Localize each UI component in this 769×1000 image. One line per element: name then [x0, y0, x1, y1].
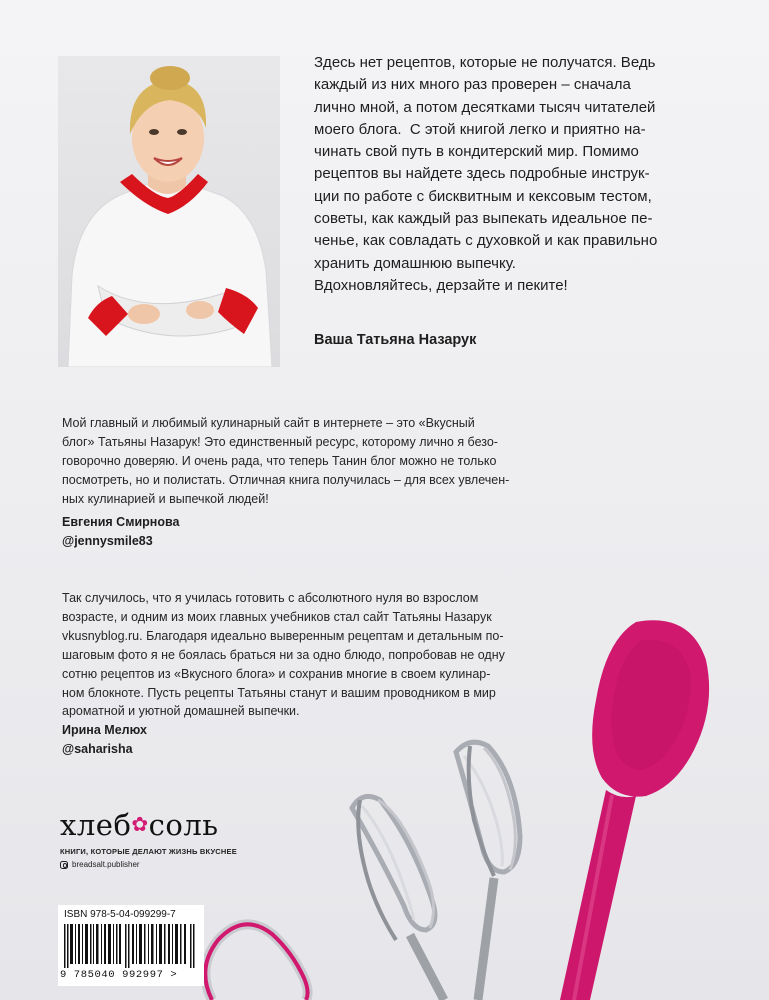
- intro-line: рецептов вы найдете здесь подробные инструк-: [314, 165, 650, 183]
- intro-line: лично мной, а потом десятками тысяч читателей: [314, 98, 656, 116]
- review-line: Так случилось, что я училась готовить с абсолютного нуля во взрослом: [62, 591, 479, 605]
- review-line: блог» Татьяны Назарук! Это единственный ресурс, которому лично я безо-: [62, 434, 498, 449]
- whisk-right-icon: [456, 742, 520, 1000]
- pink-spatula-icon: [560, 620, 709, 1000]
- intro-line: хранить домашнюю выпечку.: [314, 254, 516, 272]
- publisher-instagram: [60, 860, 140, 869]
- review-line: ном блокноте. Пусть рецепты Татьяны станут и вашим проводником в мир: [62, 685, 496, 700]
- barcode-bars: [64, 924, 196, 968]
- isbn-label: ISBN 978-5-04-099299-7: [64, 909, 176, 920]
- reviewer-name: Ирина Мелюх: [62, 723, 147, 737]
- logo-text-right: соль: [148, 808, 219, 842]
- instagram-icon: [60, 861, 68, 869]
- flower-icon: ✿: [131, 812, 149, 836]
- intro-line: Вдохновляйтесь, дерзайте и пеките!: [314, 276, 568, 294]
- intro-line: каждый из них много раз проверен – сначала: [314, 76, 631, 94]
- logo-text-left: хлеб: [60, 808, 132, 842]
- intro-line: ции по работе с бисквитным и кексовым тестом,: [314, 187, 652, 205]
- review-author-1: [62, 513, 179, 551]
- chef-portrait-illustration: [58, 56, 280, 367]
- publisher-logo: [60, 808, 219, 842]
- review-quote-2: [62, 589, 524, 721]
- intro-line: чинать свой путь в кондитерский мир. Помимо: [314, 143, 639, 161]
- reviewer-handle: @jennysmile83: [62, 534, 153, 548]
- review-line: Мой главный и любимый кулинарный сайт в интернете – это «Вкусный: [62, 416, 475, 430]
- review-quote-1: [62, 414, 542, 509]
- author-signature: Ваша Татьяна Назарук: [314, 332, 477, 348]
- reviewer-handle: @saharisha: [62, 742, 133, 756]
- review-line: vkusnyblog.ru. Благодаря идеально выверенным рецептам и детальным по-: [62, 628, 504, 643]
- review-line: сотню рецептов из «Вкусного блога» и сохранив многие в своем кулинар-: [62, 666, 491, 681]
- review-author-2: [62, 721, 147, 759]
- intro-line: Здесь нет рецептов, которые не получатся. Ведь: [314, 54, 656, 71]
- intro-text: [314, 52, 714, 297]
- review-line: посмотреть, но и полистать. Отличная книга получилась – для всех увлечен-: [62, 472, 510, 487]
- publisher-tagline: КНИГИ, КОТОРЫЕ ДЕЛАЮТ ЖИЗНЬ ВКУСНЕЕ: [60, 847, 237, 856]
- intro-line: ченье, как совладать с духовкой и как правильно: [314, 232, 658, 250]
- review-line: возрасте, и одним из моих главных учебников стал сайт Татьяны Назарук: [62, 609, 492, 624]
- review-line: ных кулинарией и выпечкой людей!: [62, 491, 269, 506]
- isbn-barcode: [58, 905, 204, 986]
- intro-line: моего блога. С этой книгой легко и приятно на-: [314, 120, 646, 138]
- instagram-handle: breadsalt.publisher: [72, 860, 140, 869]
- intro-line: советы, как каждый раз выпекать идеальное пе-: [314, 210, 653, 228]
- review-line: ароматной и уютной домашней выпечки.: [62, 704, 300, 719]
- heart-cookie-cutter-icon: [205, 924, 307, 1000]
- review-line: шаговым фото я не боялась браться ни за одно блюдо, попробовав не одну: [62, 647, 505, 662]
- author-photo: [58, 56, 280, 367]
- barcode-number: 9 785040 992997 >: [60, 969, 178, 981]
- reviewer-name: Евгения Смирнова: [62, 515, 180, 529]
- review-line: говорочно доверяю. И очень рада, что теперь Танин блог можно не только: [62, 453, 497, 468]
- whisk-left-icon: [352, 796, 444, 1000]
